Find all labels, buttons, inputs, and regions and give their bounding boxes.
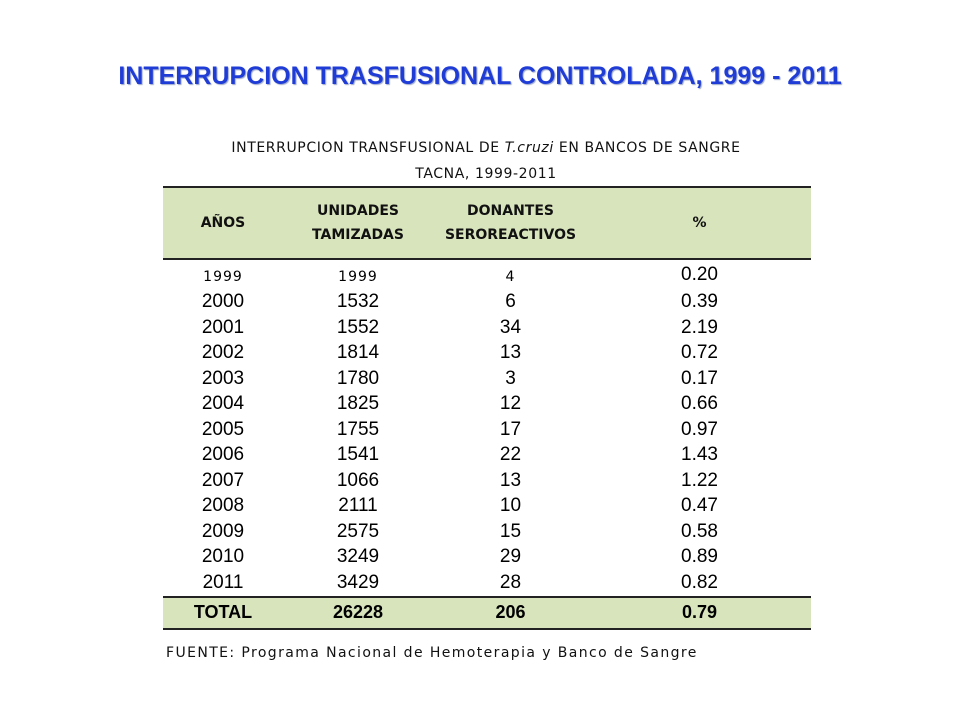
cell-percent: 2.19 — [681, 316, 718, 338]
cell-year: 2001 — [201, 316, 245, 338]
cell-units: 1814 — [336, 342, 380, 364]
table-caption-part2: EN BANCOS DE SANGRE — [553, 140, 741, 156]
cell-year: 2009 — [201, 520, 245, 542]
table-row — [163, 468, 811, 494]
header-percent: % — [588, 187, 811, 259]
cell-units: 2575 — [336, 520, 380, 542]
table-row — [163, 519, 811, 545]
cell-year: 2007 — [201, 469, 245, 491]
cell-donors: 3 — [505, 367, 516, 389]
table-caption-italic: T.cruzi — [504, 140, 554, 156]
cell-year: 2000 — [201, 291, 245, 313]
cell-units: 1541 — [336, 444, 380, 466]
cell-donors: 13 — [499, 469, 522, 491]
header-units-line1: UNIDADES — [316, 203, 400, 219]
cell-donors: 10 — [499, 495, 522, 517]
cell-year: 2010 — [201, 546, 245, 568]
cell-units: 1780 — [336, 367, 380, 389]
header-donors — [433, 187, 588, 259]
cell-donors: 22 — [499, 444, 522, 466]
cell-donors: 29 — [499, 546, 522, 568]
slide-title: INTERRUPCION TRASFUSIONAL CONTROLADA, 1999 - 2011 — [118, 62, 842, 90]
header-donors-line2: SEROREACTIVOS — [444, 227, 577, 243]
cell-year: 2003 — [201, 367, 245, 389]
data-table — [163, 186, 811, 630]
cell-donors: 28 — [499, 571, 522, 593]
cell-units: 1825 — [336, 393, 380, 415]
cell-donors: 34 — [499, 316, 522, 338]
cell-donors: 4 — [505, 268, 516, 285]
header-units-line2: TAMIZADAS — [312, 227, 404, 243]
cell-year: 2002 — [201, 342, 245, 364]
table-row — [163, 570, 811, 597]
total-units: 26228 — [283, 597, 433, 629]
table-row — [163, 315, 811, 341]
cell-donors: 12 — [499, 393, 522, 415]
table-row — [163, 259, 811, 290]
cell-units: 3429 — [336, 571, 380, 593]
cell-units: 1999 — [338, 268, 378, 285]
cell-percent: 0.20 — [681, 264, 718, 285]
cell-units: 1532 — [336, 291, 380, 313]
cell-units: 1552 — [336, 316, 380, 338]
cell-percent: 0.97 — [681, 418, 718, 440]
table-row — [163, 545, 811, 571]
header-units — [283, 187, 433, 259]
cell-units: 2111 — [338, 495, 378, 517]
cell-percent: 0.82 — [681, 571, 718, 593]
cell-year: 2008 — [201, 495, 245, 517]
cell-year: 1999 — [203, 268, 243, 285]
cell-year: 2011 — [202, 571, 244, 593]
header-years: AÑOS — [163, 187, 283, 259]
table-body — [163, 259, 811, 597]
cell-units: 3249 — [336, 546, 380, 568]
table-caption — [160, 140, 812, 156]
table-caption-line2: TACNA, 1999-2011 — [415, 166, 557, 182]
cell-units: 1066 — [336, 469, 380, 491]
cell-donors: 6 — [505, 291, 516, 313]
cell-percent: 0.89 — [681, 546, 718, 568]
table-row — [163, 290, 811, 316]
cell-donors: 13 — [499, 342, 522, 364]
cell-percent: 1.22 — [681, 469, 718, 491]
header-donors-line1: DONANTES — [467, 203, 554, 219]
table-row — [163, 366, 811, 392]
total-percent: 0.79 — [588, 597, 811, 629]
table-row — [163, 494, 811, 520]
cell-percent: 0.39 — [681, 291, 718, 313]
total-donors: 206 — [433, 597, 588, 629]
table-row — [163, 341, 811, 367]
cell-percent: 0.58 — [681, 520, 718, 542]
cell-percent: 0.66 — [681, 393, 718, 415]
cell-donors: 17 — [499, 418, 522, 440]
cell-percent: 1.43 — [681, 444, 718, 466]
cell-percent: 0.47 — [681, 495, 718, 517]
cell-donors: 15 — [499, 520, 522, 542]
cell-year: 2006 — [201, 444, 245, 466]
cell-percent: 0.17 — [681, 367, 718, 389]
table-header-row — [163, 187, 811, 259]
total-label: TOTAL — [163, 597, 283, 629]
table-row — [163, 417, 811, 443]
source-note: FUENTE: Programa Nacional de Hemoterapia y Banco de Sangre — [166, 645, 698, 661]
cell-percent: 0.72 — [681, 342, 718, 364]
table-caption-part1: INTERRUPCION TRANSFUSIONAL DE — [231, 140, 505, 156]
cell-year: 2005 — [201, 418, 245, 440]
cell-year: 2004 — [201, 393, 245, 415]
table-total-row — [163, 597, 811, 629]
table-row — [163, 443, 811, 469]
table-row — [163, 392, 811, 418]
cell-units: 1755 — [336, 418, 380, 440]
